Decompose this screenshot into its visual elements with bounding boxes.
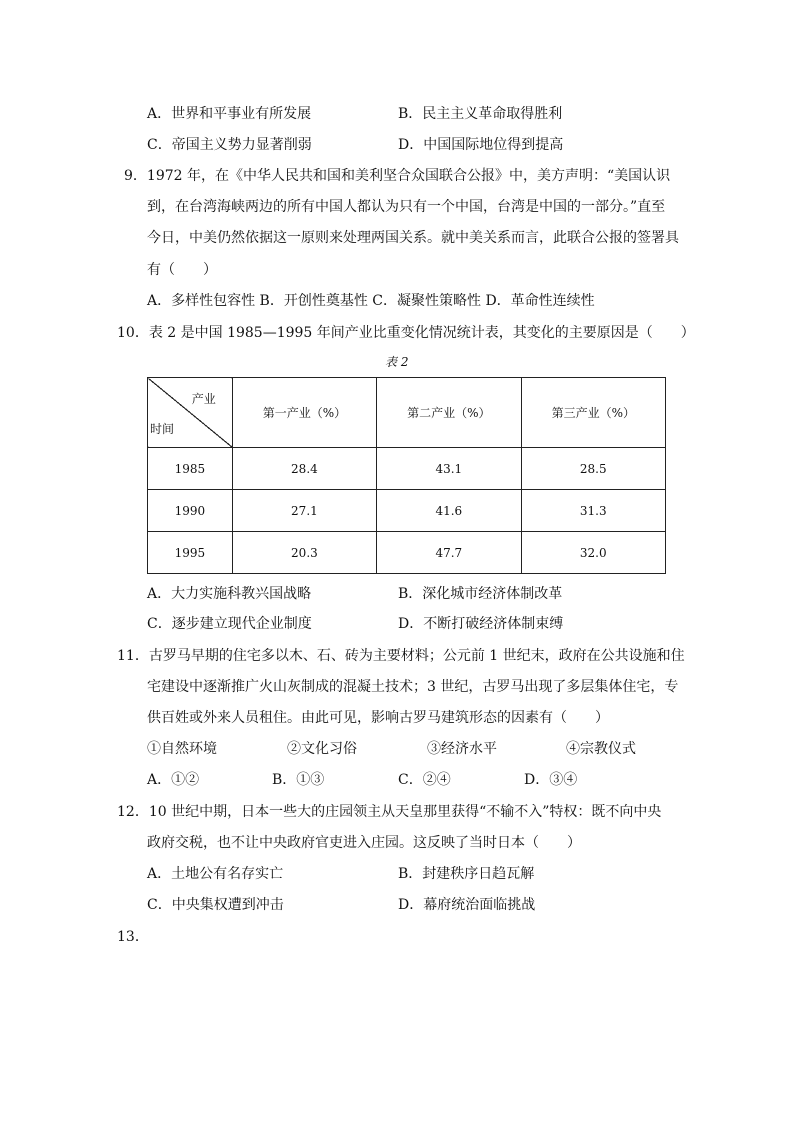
cell-secondary: 47.7 bbox=[377, 532, 521, 574]
q11-stem-line-1: 11．古罗马早期的住宅多以木、石、砖为主要材料；公元前 1 世纪末，政府在公共设施和住 bbox=[117, 648, 685, 664]
cell-tertiary: 32.0 bbox=[521, 532, 665, 574]
q8-option-a: A．世界和平事业有所发展 bbox=[147, 106, 312, 122]
q9-stem-line-2: 到，在台湾海峡两边的所有中国人都认为只有一个中国，台湾是中国的一部分。”直至 bbox=[147, 199, 666, 215]
q9-options: A．多样性包容性 B．开创性奠基性 C．凝聚性策略性 D．革命性连续性 bbox=[147, 293, 595, 309]
q12-stem-line-2: 政府交税，也不让中央政府官吏进入庄园。这反映了当时日本（ ） bbox=[147, 835, 581, 851]
q12-option-d: D．幕府统治面临挑战 bbox=[398, 897, 536, 913]
q10-option-b: B．深化城市经济体制改革 bbox=[398, 586, 563, 602]
cell-primary: 20.3 bbox=[232, 532, 376, 574]
header-primary: 第一产业（%） bbox=[232, 378, 376, 448]
q10-option-d: D．不断打破经济体制束缚 bbox=[398, 616, 564, 632]
table-caption: 表 2 bbox=[385, 355, 409, 369]
q8-option-c: C．帝国主义势力显著削弱 bbox=[147, 137, 312, 153]
q9-stem-line-4: 有（ ） bbox=[147, 262, 217, 278]
header-secondary: 第二产业（%） bbox=[377, 378, 521, 448]
header-tertiary: 第三产业（%） bbox=[521, 378, 665, 448]
q12-option-c: C．中央集权遭到冲击 bbox=[147, 897, 284, 913]
q10-stem: 10．表 2 是中国 1985—1995 年间产业比重变化情况统计表，其变化的主要原因是（ ） bbox=[117, 325, 695, 341]
q11-item-2: ②文化习俗 bbox=[287, 741, 357, 757]
q12-option-b: B．封建秩序日趋瓦解 bbox=[398, 866, 535, 882]
cell-tertiary: 31.3 bbox=[521, 490, 665, 532]
row-year: 1985 bbox=[148, 448, 233, 490]
q10-option-c: C．逐步建立现代企业制度 bbox=[147, 616, 312, 632]
corner-label-time: 时间 bbox=[150, 422, 175, 436]
table-corner-cell bbox=[148, 378, 233, 448]
cell-secondary: 41.6 bbox=[377, 490, 521, 532]
q11-option-d: D．③④ bbox=[524, 772, 578, 788]
table-row bbox=[148, 490, 666, 532]
table-row bbox=[148, 532, 666, 574]
q8-option-b: B．民主主义革命取得胜利 bbox=[398, 106, 563, 122]
row-year: 1990 bbox=[148, 490, 233, 532]
q9-stem-line-3: 今日，中美仍然依据这一原则来处理两国关系。就中美关系而言，此联合公报的签署具 bbox=[147, 230, 679, 246]
cell-secondary: 43.1 bbox=[377, 448, 521, 490]
q11-item-4: ④宗教仪式 bbox=[566, 741, 636, 757]
q12-option-a: A．土地公有名存实亡 bbox=[147, 866, 284, 882]
q11-option-a: A．①② bbox=[147, 772, 200, 788]
table-header-row bbox=[148, 378, 666, 448]
q11-stem-line-3: 供百姓或外来人员租住。由此可见，影响古罗马建筑形态的因素有（ ） bbox=[147, 710, 609, 726]
cell-tertiary: 28.5 bbox=[521, 448, 665, 490]
q11-option-b: B．①③ bbox=[272, 772, 325, 788]
table-row bbox=[148, 448, 666, 490]
corner-label-industry: 产业 bbox=[191, 392, 216, 406]
q13-label: 13． bbox=[117, 929, 149, 945]
industry-table bbox=[147, 377, 666, 574]
cell-primary: 27.1 bbox=[232, 490, 376, 532]
q8-option-d: D．中国国际地位得到提高 bbox=[398, 137, 564, 153]
row-year: 1995 bbox=[148, 532, 233, 574]
q10-option-a: A．大力实施科教兴国战略 bbox=[147, 586, 312, 602]
q11-item-3: ③经济水平 bbox=[427, 741, 497, 757]
cell-primary: 28.4 bbox=[232, 448, 376, 490]
q11-stem-line-2: 宅建设中逐渐推广火山灰制成的混凝土技术；3 世纪，古罗马出现了多层集体住宅，专 bbox=[147, 679, 679, 695]
q11-option-c: C．②④ bbox=[398, 772, 451, 788]
q11-item-1: ①自然环境 bbox=[147, 741, 217, 757]
q9-stem-line-1: 9．1972 年，在《中华人民共和国和美利坚合众国联合公报》中，美方声明：“美国认识 bbox=[124, 168, 671, 184]
q12-stem-line-1: 12．10 世纪中期，日本一些大的庄园领主从天皇那里获得“不输不入”特权：既不向中央 bbox=[117, 804, 662, 820]
